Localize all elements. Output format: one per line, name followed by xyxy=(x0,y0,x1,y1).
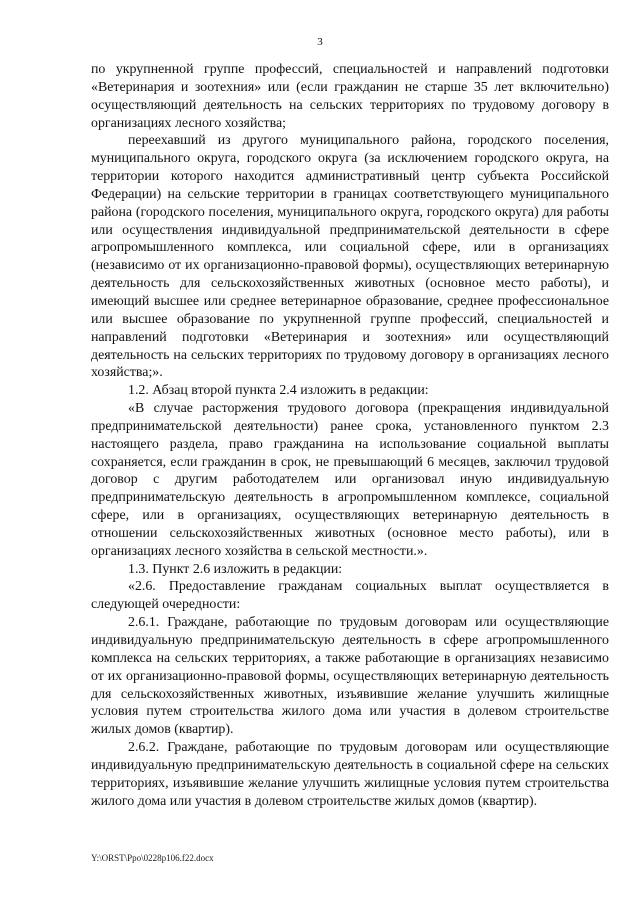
paragraph-continuation: по укрупненной группе профессий, специальностей и направлений подготовки «Ветеринария и зоотехния» или (если гражданин не старше 35 лет включительно) осуществляющий деятельность на сельских территориях по трудовому договору в организациях лесного хозяйства; xyxy=(91,62,609,131)
paragraph-2-6-2: 2.6.2. Граждане, работающие по трудовым договорам или осуществляющие индивидуальную предпринимательскую деятельность в социальной сфере на сельских территориях, изъявившие желание улучшить жилищные условия путем строительства жилого дома или участия в долевом строительстве жилых домов (квартир). xyxy=(91,740,609,809)
paragraph-relocated-citizen: переехавший из другого муниципального района, городского поселения, муниципального округа, городского округа (за исключением городского округа, на территории которого находится административный центр субъекта Российской Федерации) на сельские территории в границах соответствующего муниципального района (городского поселения, муниципального округа, городского округа) для работы или осуществления индивидуальной предпринимательской деятельности в сфере агропромышленного комплекса, или социальной сфере, или в организациях (независимо от их организационно-правовой формы), осуществляющих ветеринарную деятельность для сельскохозяйственных животных (основное место работы), и имеющий высшее или среднее ветеринарное образование, среднее профессиональное или высшее образование по укрупненной группе профессий, специальностей и направлений подготовки «Ветеринария и зоотехния» или осуществляющий деятельность на сельских территориях по трудовому договору в организациях лесного хозяйства;». xyxy=(91,133,609,381)
file-path-footer: Y:\ORST\Ppo\0228p106.f22.docx xyxy=(91,853,214,863)
page-number: 3 xyxy=(317,36,323,48)
paragraph-item-1-3: 1.3. Пункт 2.6 изложить в редакции: xyxy=(128,561,343,577)
paragraph-contract-termination: «В случае расторжения трудового договора (прекращения индивидуальной предпринимательской деятельности) ранее срока, установленного пунктом 2.3 настоящего раздела, право гражданина на использование социальной выплаты сохраняется, если гражданин в срок, не превышающий 6 месяцев, заключил трудовой договор с другим работодателем или организовал иную индивидуальную предпринимательскую деятельность в агропромышленном комплексе, социальной сфере, или в организациях, осуществляющих ветеринарную деятельность в отношении сельскохозяйственных животных (основное место работы), или в организациях лесного хозяйства в сельской местности.». xyxy=(91,401,609,559)
paragraph-2-6: «2.6. Предоставление гражданам социальных выплат осуществляется в следующей очередности: xyxy=(91,579,609,613)
paragraph-item-1-2: 1.2. Абзац второй пункта 2.4 изложить в редакции: xyxy=(128,383,429,399)
document-body xyxy=(91,61,609,810)
paragraph-2-6-1: 2.6.1. Граждане, работающие по трудовым договорам или осуществляющие индивидуальную предпринимательскую деятельность в сфере агропромышленного комплекса на сельских территориях, а также работающие в организациях независимо от их организационно-правовой формы, осуществляющих ветеринарную деятельность для сельскохозяйственных животных, изъявившие желание улучшить жилищные условия путем строительства жилого дома или участия в долевом строительстве жилых домов (квартир). xyxy=(91,615,609,738)
